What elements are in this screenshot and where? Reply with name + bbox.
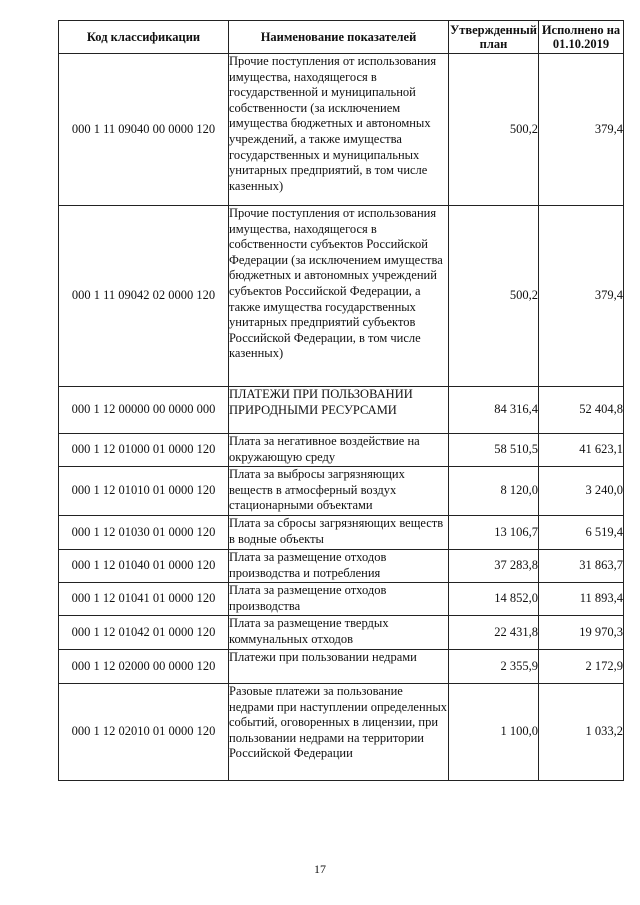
row-name: Плата за размещение отходов производства и потребления bbox=[229, 550, 449, 583]
row-name: Плата за размещение отходов производства bbox=[229, 583, 449, 616]
table-row bbox=[59, 467, 624, 516]
row-code: 000 1 12 01042 01 0000 120 bbox=[59, 616, 229, 650]
table-header-row bbox=[59, 21, 624, 54]
row-actual: 31 863,7 bbox=[539, 550, 624, 583]
header-actual: Исполнено на 01.10.2019 bbox=[539, 21, 624, 54]
row-code: 000 1 12 01000 01 0000 120 bbox=[59, 434, 229, 467]
row-actual: 379,4 bbox=[539, 54, 624, 206]
row-name: Плата за негативное воздействие на окружающую среду bbox=[229, 434, 449, 467]
table-row bbox=[59, 54, 624, 206]
row-name: Прочие поступления от использования имущества, находящегося в собственности субъектов Российской Федерации (за исключением имущества бюджетных и автономных учреждений субъектов Российской Федерации, а также имущества государственных унитарных предприятий субъектов Российской Федерации, в том числе казенных) bbox=[229, 206, 449, 387]
row-plan: 84 316,4 bbox=[449, 387, 539, 434]
row-actual: 41 623,1 bbox=[539, 434, 624, 467]
row-code: 000 1 12 01010 01 0000 120 bbox=[59, 467, 229, 516]
table-row bbox=[59, 206, 624, 387]
row-code: 000 1 12 02010 01 0000 120 bbox=[59, 684, 229, 781]
row-name: Плата за размещение твердых коммунальных отходов bbox=[229, 616, 449, 650]
row-plan: 8 120,0 bbox=[449, 467, 539, 516]
row-plan: 13 106,7 bbox=[449, 516, 539, 550]
row-code: 000 1 12 01030 01 0000 120 bbox=[59, 516, 229, 550]
row-plan: 500,2 bbox=[449, 54, 539, 206]
table-row bbox=[59, 684, 624, 781]
row-name: ПЛАТЕЖИ ПРИ ПОЛЬЗОВАНИИ ПРИРОДНЫМИ РЕСУРСАМИ bbox=[229, 387, 449, 434]
header-name: Наименование показателей bbox=[229, 21, 449, 54]
table-row bbox=[59, 387, 624, 434]
row-plan: 22 431,8 bbox=[449, 616, 539, 650]
row-plan: 37 283,8 bbox=[449, 550, 539, 583]
row-code: 000 1 12 00000 00 0000 000 bbox=[59, 387, 229, 434]
table-row bbox=[59, 516, 624, 550]
row-code: 000 1 11 09040 00 0000 120 bbox=[59, 54, 229, 206]
row-name: Платежи при пользовании недрами bbox=[229, 650, 449, 684]
row-actual: 2 172,9 bbox=[539, 650, 624, 684]
header-plan: Утвержденный план bbox=[449, 21, 539, 54]
row-code: 000 1 12 01040 01 0000 120 bbox=[59, 550, 229, 583]
table-row bbox=[59, 550, 624, 583]
row-actual: 3 240,0 bbox=[539, 467, 624, 516]
row-name: Плата за выбросы загрязняющих веществ в атмосферный воздух стационарными объектами bbox=[229, 467, 449, 516]
table-row bbox=[59, 616, 624, 650]
row-plan: 2 355,9 bbox=[449, 650, 539, 684]
row-actual: 1 033,2 bbox=[539, 684, 624, 781]
row-plan: 58 510,5 bbox=[449, 434, 539, 467]
row-code: 000 1 11 09042 02 0000 120 bbox=[59, 206, 229, 387]
row-code: 000 1 12 02000 00 0000 120 bbox=[59, 650, 229, 684]
row-plan: 500,2 bbox=[449, 206, 539, 387]
row-name: Разовые платежи за пользование недрами при наступлении определенных событий, оговоренных в лицензии, при пользовании недрами на территории Российской Федерации bbox=[229, 684, 449, 781]
row-plan: 1 100,0 bbox=[449, 684, 539, 781]
revenue-table bbox=[58, 20, 624, 781]
page-number: 17 bbox=[314, 862, 326, 876]
row-actual: 52 404,8 bbox=[539, 387, 624, 434]
row-name: Прочие поступления от использования имущества, находящегося в государственной и муниципальной собственности (за исключением имущества бюджетных и автономных учреждений, а также имущества государственных и муниципальных унитарных предприятий, в том числе казенных) bbox=[229, 54, 449, 206]
row-actual: 379,4 bbox=[539, 206, 624, 387]
row-plan: 14 852,0 bbox=[449, 583, 539, 616]
table-row bbox=[59, 650, 624, 684]
row-actual: 11 893,4 bbox=[539, 583, 624, 616]
header-code: Код классификации bbox=[59, 21, 229, 54]
row-name: Плата за сбросы загрязняющих веществ в водные объекты bbox=[229, 516, 449, 550]
table-row bbox=[59, 434, 624, 467]
row-code: 000 1 12 01041 01 0000 120 bbox=[59, 583, 229, 616]
row-actual: 6 519,4 bbox=[539, 516, 624, 550]
table-row bbox=[59, 583, 624, 616]
row-actual: 19 970,3 bbox=[539, 616, 624, 650]
